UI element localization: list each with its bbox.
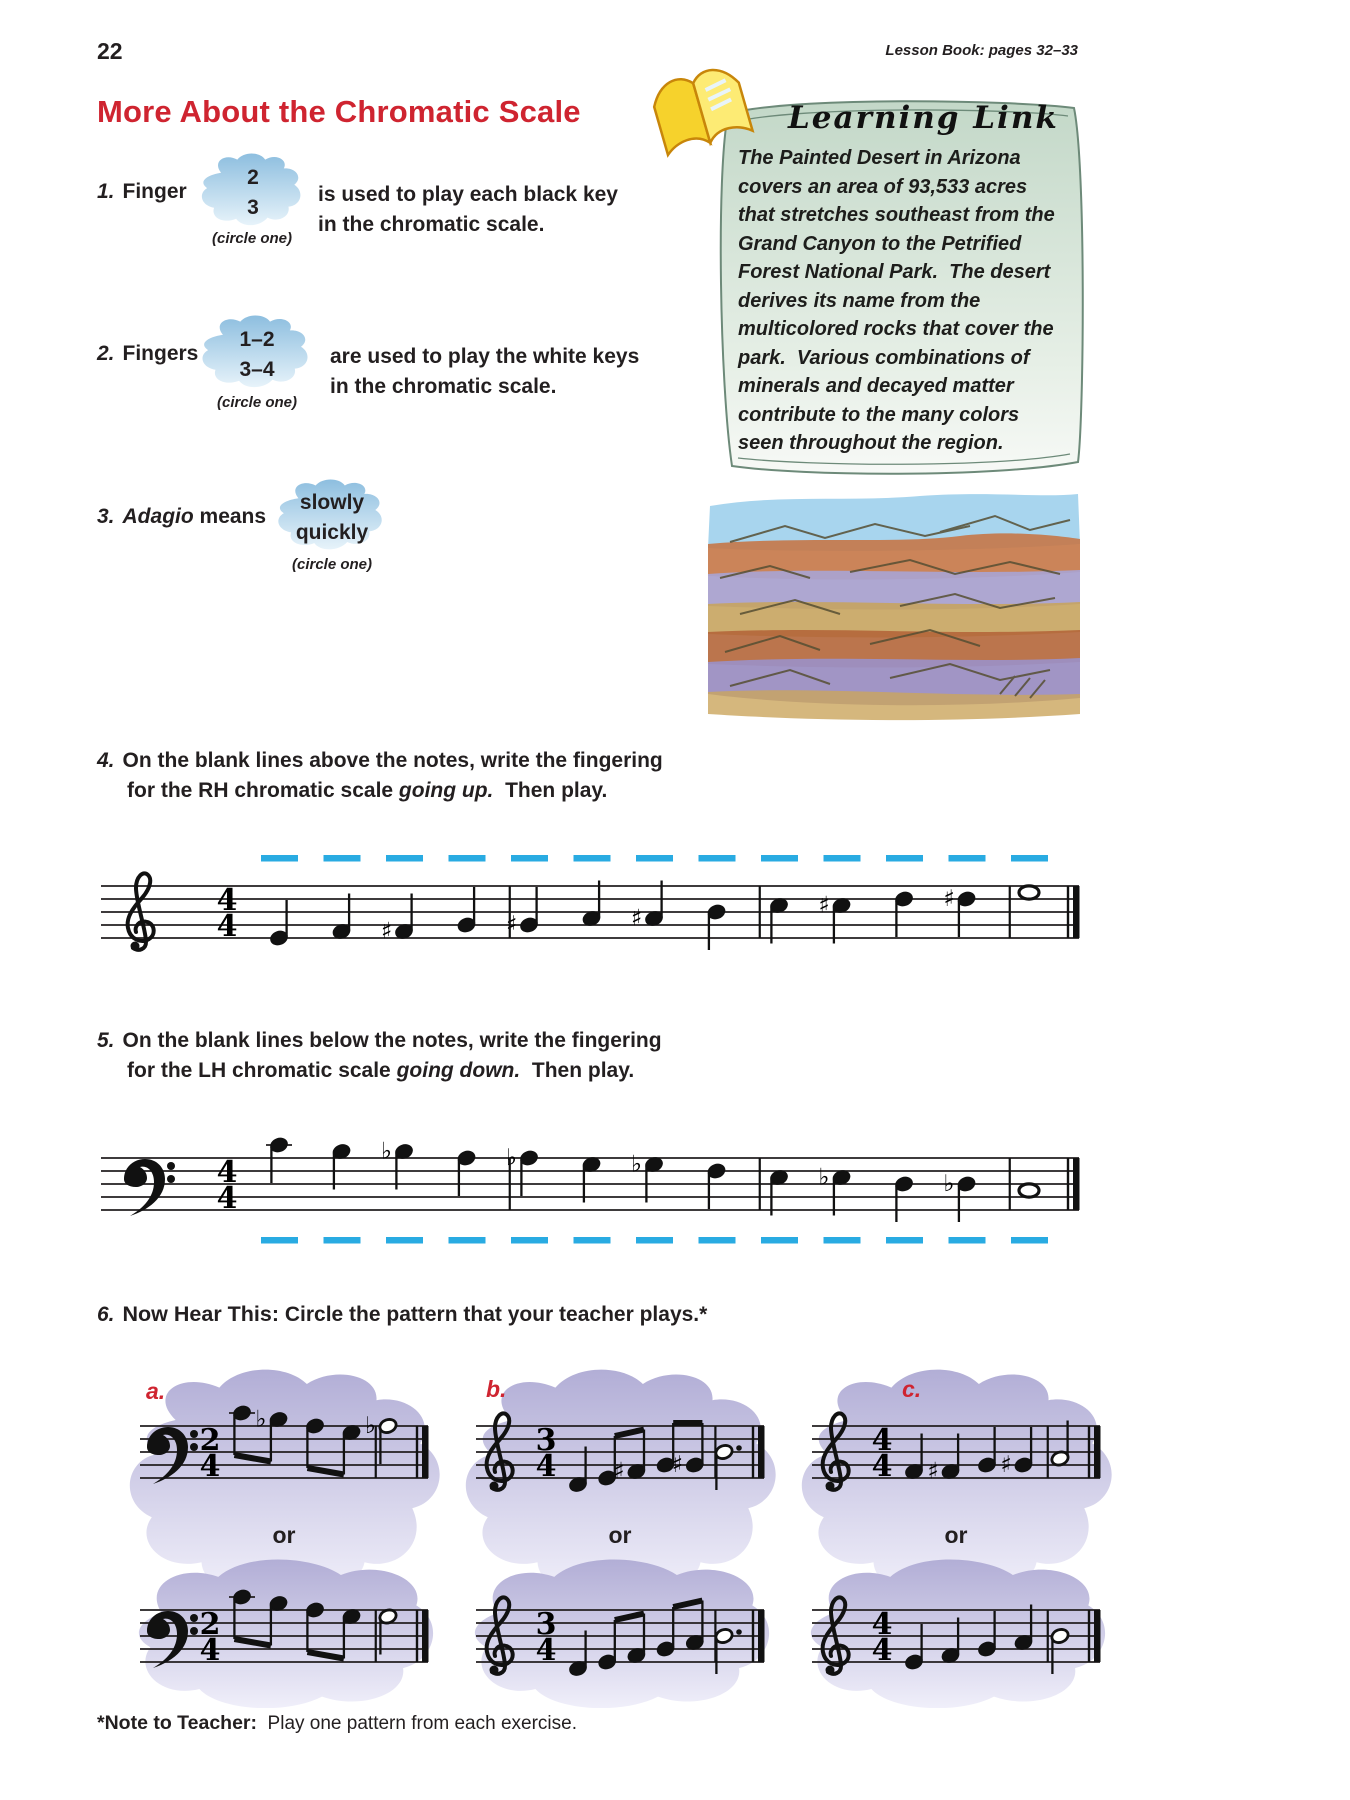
svg-text:♭: ♭	[631, 1151, 642, 1178]
svg-text:♯: ♯	[631, 905, 643, 932]
pattern-c-top-staff[interactable]	[806, 1396, 1106, 1516]
answer-cloud-q1	[192, 152, 314, 234]
svg-text:♯: ♯	[1000, 1452, 1012, 1478]
svg-text:4: 4	[871, 1607, 893, 1642]
treble-chromatic-staff[interactable]	[95, 842, 1085, 992]
question-3-term: Adagio	[122, 505, 194, 528]
q2-circle-one: (circle one)	[216, 394, 298, 411]
question-1-text: Finger	[122, 180, 187, 203]
svg-text:♭: ♭	[818, 1164, 830, 1191]
svg-text:♭: ♭	[255, 1406, 267, 1433]
svg-text:4: 4	[216, 909, 238, 944]
painted-desert-term: Painted Desert	[779, 147, 920, 169]
pattern-a-bottom-staff[interactable]	[134, 1580, 434, 1700]
q1-option-3[interactable]: 3	[247, 196, 259, 219]
question-1-continuation: is used to play each black key in the chromatic scale.	[318, 183, 618, 236]
page-number: 22	[97, 38, 123, 64]
question-1-number: 1.	[97, 180, 115, 203]
q3-circle-one: (circle one)	[291, 556, 373, 573]
q2-option-34[interactable]: 3–4	[239, 358, 275, 381]
pattern-c-label: c.	[902, 1376, 922, 1402]
svg-text:3: 3	[535, 1423, 557, 1458]
svg-text:♭: ♭	[381, 1138, 392, 1165]
learning-link-panel	[710, 86, 1092, 484]
learning-link-body: The Painted Desert in Arizona covers an area of 93,533 acres that stretches southeast from the Grand Canyon to the Petrified Forest National Park. The desert derives its name from the multicolored rocks that cover the park. Various combinations of minerals and decayed matter contribute to the many colors seen throughout the region.	[738, 147, 1061, 454]
svg-text:4: 4	[871, 1423, 893, 1458]
bass-chromatic-staff[interactable]	[95, 1128, 1085, 1278]
svg-text:♯: ♯	[943, 886, 955, 912]
pattern-c-or: or	[944, 1522, 968, 1548]
pattern-b-top-staff[interactable]	[470, 1396, 770, 1516]
svg-text:♯: ♯	[381, 918, 393, 945]
q1-option-2[interactable]: 2	[247, 166, 259, 189]
page-title: More About the Chromatic Scale	[97, 94, 581, 129]
question-5: 5. On the blank lines below the notes, write the fingering for the LH chromatic scale going down. Then play.	[97, 1029, 662, 1082]
question-5-number: 5.	[97, 1029, 115, 1052]
pattern-a-top-staff[interactable]	[134, 1396, 434, 1516]
svg-text:4: 4	[199, 1633, 221, 1668]
q3-option-quickly[interactable]: quickly	[295, 521, 369, 544]
painted-desert-illustration	[700, 486, 1085, 724]
question-3-text: means	[193, 505, 267, 528]
pattern-b-label: b.	[486, 1376, 507, 1402]
q2-option-12[interactable]: 1–2	[239, 328, 275, 351]
svg-text:♯: ♯	[818, 892, 830, 919]
question-6: 6. Now Hear This: Circle the pattern that your teacher plays.*	[97, 1302, 708, 1326]
lesson-reference: Lesson Book: pages 32–33	[885, 42, 1078, 59]
svg-text:♯: ♯	[671, 1452, 683, 1478]
svg-text:♯: ♯	[927, 1458, 939, 1485]
svg-text:♯: ♯	[613, 1458, 625, 1485]
pattern-b-or: or	[608, 1522, 632, 1548]
question-2-text: Fingers	[122, 342, 199, 365]
pattern-b-bottom-staff[interactable]	[470, 1580, 770, 1700]
svg-text:4: 4	[199, 1449, 221, 1484]
open-book-icon	[642, 56, 762, 172]
question-3-number: 3.	[97, 505, 115, 528]
question-4: 4. On the blank lines above the notes, write the fingering for the RH chromatic scale going up. Then play.	[97, 749, 663, 802]
question-1	[97, 180, 187, 204]
question-6-number: 6.	[97, 1303, 115, 1326]
svg-text:2: 2	[199, 1423, 221, 1458]
teacher-note-label: *Note to Teacher:	[97, 1712, 257, 1734]
answer-cloud-q2	[192, 314, 322, 396]
svg-text:4: 4	[216, 883, 238, 918]
svg-text:4: 4	[216, 1181, 238, 1216]
q3-option-slowly[interactable]: slowly	[299, 491, 365, 514]
teacher-note: *Note to Teacher: Play one pattern from each exercise.	[97, 1712, 577, 1734]
now-hear-this-label: Now Hear This:	[122, 1302, 280, 1326]
svg-text:♭: ♭	[506, 1145, 517, 1171]
pattern-c-bottom-staff[interactable]	[806, 1580, 1106, 1700]
svg-text:♯: ♯	[506, 912, 518, 938]
svg-text:2: 2	[199, 1607, 221, 1642]
learning-link-title: Learning Link	[788, 100, 1059, 136]
svg-text:3: 3	[535, 1607, 557, 1642]
question-3	[97, 505, 266, 529]
question-2-continuation: are used to play the white keys in the chromatic scale.	[330, 345, 640, 398]
question-2-number: 2.	[97, 342, 115, 365]
answer-cloud-q3	[268, 478, 396, 558]
svg-text:♭: ♭	[943, 1171, 955, 1197]
q1-circle-one: (circle one)	[211, 230, 293, 247]
pattern-a-label: a.	[146, 1378, 166, 1404]
svg-text:4: 4	[535, 1633, 557, 1668]
svg-text:4: 4	[871, 1633, 893, 1668]
svg-text:4: 4	[535, 1449, 557, 1484]
question-4-number: 4.	[97, 749, 115, 772]
svg-text:4: 4	[216, 1155, 238, 1190]
svg-text:♭: ♭	[365, 1413, 376, 1439]
svg-text:4: 4	[871, 1449, 893, 1484]
pattern-a-or: or	[272, 1522, 296, 1548]
question-2	[97, 342, 198, 366]
